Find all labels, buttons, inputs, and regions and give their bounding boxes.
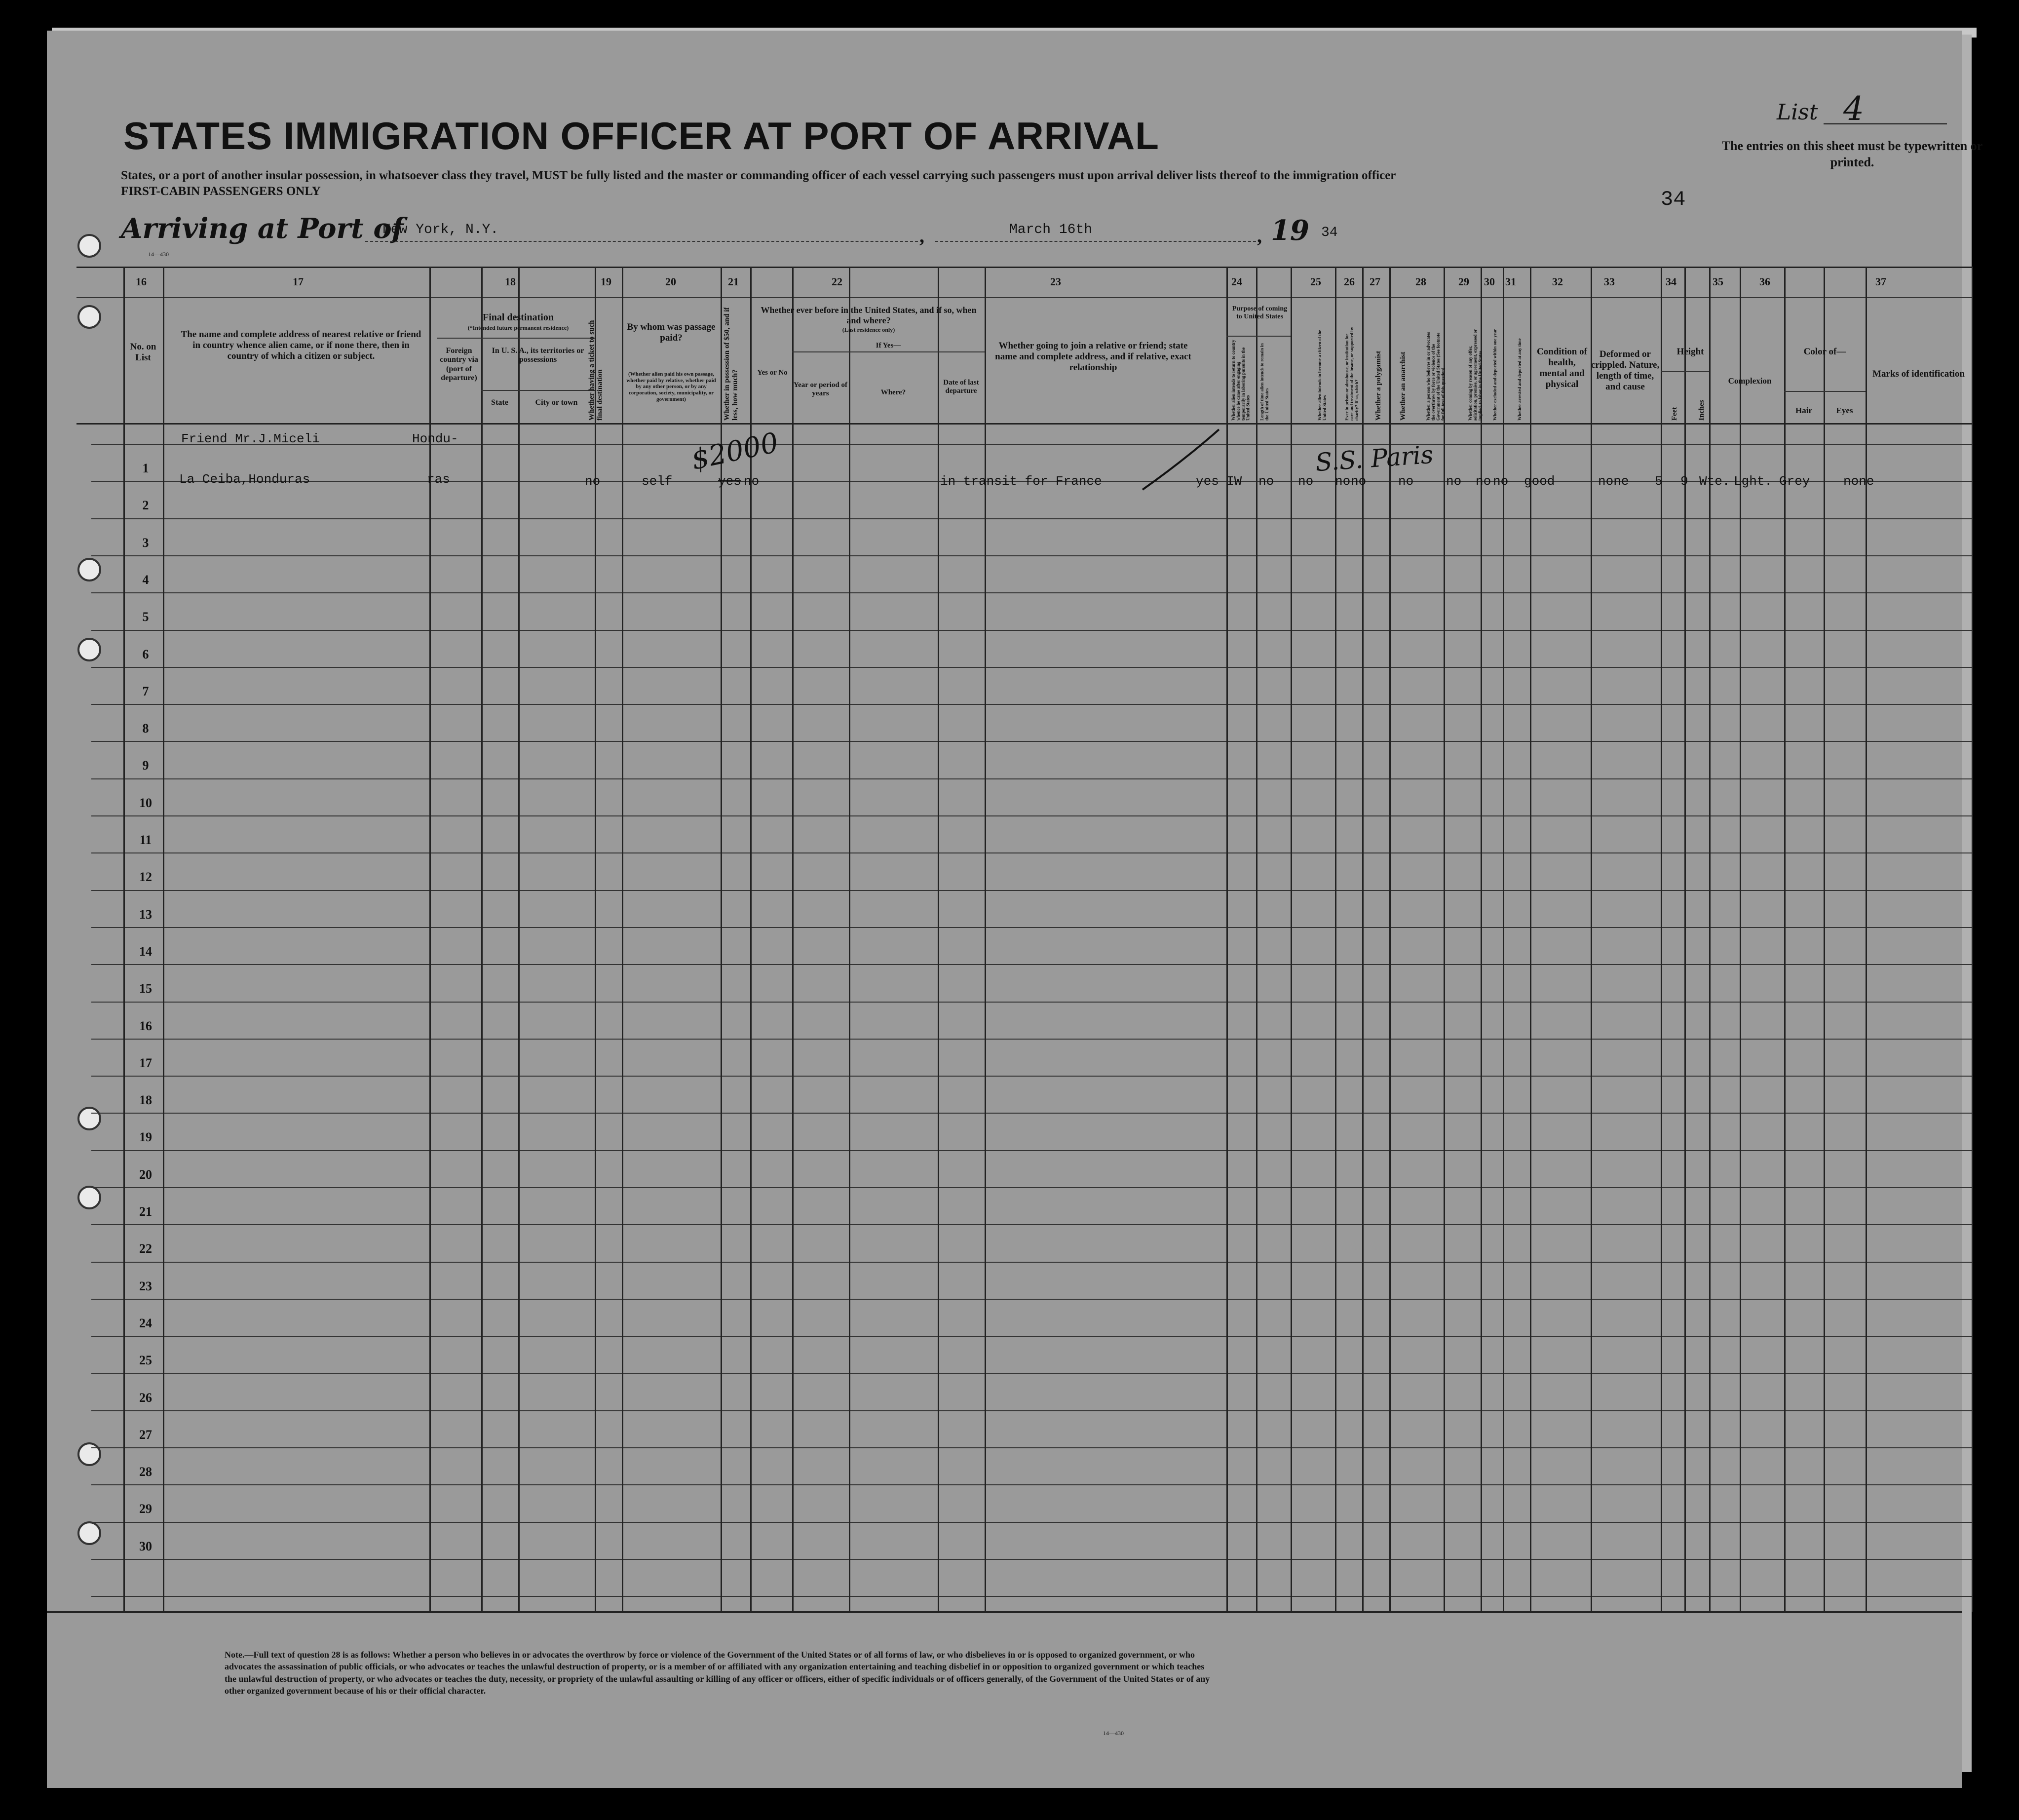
hair-value: Lght. — [1734, 474, 1773, 489]
row-number: 29 — [139, 1502, 152, 1516]
column-rule — [1256, 267, 1257, 1612]
form-code-bottom: 14—430 — [1103, 1730, 1124, 1737]
col-number-31: 31 — [1505, 275, 1516, 288]
port-value: New York, N.Y. — [382, 222, 499, 237]
col20-label: By whom was passage paid? — [627, 322, 716, 343]
row-rule — [91, 1262, 1972, 1263]
column-rule — [1740, 267, 1741, 1612]
subheader-rule — [1661, 371, 1709, 372]
row-number: 1 — [142, 461, 149, 475]
col-number-34: 34 — [1666, 275, 1676, 288]
row-number: 28 — [139, 1465, 152, 1479]
col29-label: Whether coming by reason of any offer, solicitation, promise, or agreement, expressed or implied, to labor in the United States — [1468, 329, 1483, 421]
row-number: 3 — [142, 535, 149, 550]
column-rule — [849, 267, 850, 1612]
row-number: 4 — [142, 572, 149, 587]
row-rule — [91, 1447, 1972, 1448]
col18-usa: In U. S. A., its territories or possessions — [492, 347, 584, 364]
row-number: 13 — [139, 907, 152, 922]
row-number: 21 — [139, 1204, 152, 1219]
row-rule — [91, 1373, 1972, 1374]
col34-label: Height — [1676, 347, 1704, 357]
height-inches-value: 9 — [1680, 474, 1688, 489]
arriving-label: Arriving at Port of — [121, 212, 404, 245]
country-line1: Hondu- — [412, 431, 458, 446]
row-rule — [91, 592, 1972, 593]
year-suffix: 34 — [1321, 225, 1338, 240]
subheader-rule — [792, 351, 985, 352]
column-rule — [1866, 267, 1867, 1612]
binding-hole — [77, 558, 101, 581]
col-number-24: 24 — [1231, 275, 1242, 288]
col37-label: Marks of identification — [1872, 369, 1965, 379]
row-number: 7 — [142, 684, 149, 698]
col-number-25: 25 — [1310, 275, 1321, 288]
paid-by-value: self — [642, 474, 673, 489]
col36-eyes: Eyes — [1836, 406, 1853, 415]
eyes-value: Grey — [1779, 474, 1810, 489]
subheader-rule — [1226, 336, 1291, 337]
comma: , — [919, 225, 924, 247]
page-number: 34 — [1661, 188, 1686, 211]
col22-ifyes: If Yes— — [876, 342, 901, 349]
row-number: 11 — [139, 833, 152, 847]
col26-label: Ever in prison or almshouse, or institution for care and treatment of the insane, or supported by charity? If so, which? — [1344, 327, 1359, 421]
comma: , — [1257, 225, 1262, 247]
column-rule — [1591, 267, 1592, 1612]
marks-value: none — [1843, 474, 1874, 489]
column-rule — [1684, 267, 1686, 1612]
row-rule — [91, 890, 1972, 891]
row-rule — [91, 964, 1972, 965]
column-rule — [1530, 267, 1531, 1612]
column-rule — [938, 267, 939, 1612]
relative-line1: Friend Mr.J.Miceli — [181, 431, 320, 446]
col-number-26: 26 — [1344, 275, 1355, 288]
class-line: FIRST-CABIN PASSENGERS ONLY — [121, 185, 321, 198]
column-rule — [1503, 267, 1504, 1612]
money-handwritten: $2000 — [688, 426, 781, 476]
row-rule — [91, 1002, 1972, 1003]
row-rule — [91, 630, 1972, 631]
col-number-33: 33 — [1604, 275, 1615, 288]
row-number: 16 — [139, 1018, 152, 1033]
subheader-rule — [437, 338, 595, 339]
purpose-return-value: yes — [1196, 474, 1219, 489]
row-rule — [91, 1559, 1972, 1560]
table-bottom-rule — [47, 1611, 1962, 1613]
column-rule — [1661, 267, 1662, 1612]
binding-hole — [77, 638, 101, 661]
typewritten-notice: The entries on this sheet must be typewritten or printed. — [1721, 139, 1983, 169]
row-number: 24 — [139, 1316, 152, 1330]
row-rule — [91, 1484, 1972, 1485]
col24b-label: Length of time alien intends to remain in the United States — [1259, 343, 1269, 421]
binding-hole — [77, 234, 101, 258]
col21-label: Whether in possession of $50, and if less, how much? — [723, 307, 739, 421]
form-code-top: 14—430 — [148, 251, 169, 258]
col24-label: Purpose of coming to United States — [1232, 305, 1288, 321]
labor-offer-value: no — [1446, 474, 1462, 489]
row-rule — [91, 778, 1972, 779]
col22-note: (Last residence only) — [842, 326, 895, 333]
col19-label: Whether having a ticket to such final destination — [588, 320, 604, 421]
complexion-value: Wte. — [1699, 474, 1730, 489]
col33-label: Deformed or crippled. Nature, length of time, and cause — [1591, 349, 1660, 392]
col-number-32: 32 — [1552, 275, 1563, 288]
column-rule — [1481, 267, 1482, 1612]
col31-label: Whether arrested and deported at any time — [1517, 338, 1522, 421]
date-value: March 16th — [1009, 222, 1093, 237]
handwritten-ship: S.S. Paris — [1314, 440, 1435, 477]
binding-hole — [77, 1442, 101, 1466]
row-rule — [91, 741, 1972, 742]
column-rule — [1444, 267, 1445, 1612]
column-rule — [1291, 267, 1292, 1612]
column-rule — [750, 267, 752, 1612]
subheader-rule — [481, 390, 595, 391]
col30-label: Whether excluded and deported within one year — [1492, 329, 1497, 421]
col-number-23: 23 — [1050, 275, 1061, 288]
col32-label: Condition of health, mental and physical — [1537, 347, 1587, 389]
row-rule — [91, 852, 1972, 853]
ever-before-value: no — [744, 474, 760, 489]
column-rule — [518, 267, 520, 1612]
row-number: 27 — [139, 1427, 152, 1442]
anarchist-value: no — [1398, 474, 1414, 489]
col-number-30: 30 — [1484, 275, 1495, 288]
row-number: 8 — [142, 721, 149, 736]
row-number: 22 — [139, 1241, 152, 1256]
row-number: 9 — [142, 758, 149, 773]
col-number-20: 20 — [665, 275, 676, 288]
col-number-37: 37 — [1875, 275, 1886, 288]
column-rule — [1972, 267, 1973, 1612]
excluded-value: no — [1476, 474, 1491, 489]
col-number-27: 27 — [1370, 275, 1380, 288]
col-number-19: 19 — [601, 275, 611, 288]
form-title: STATES IMMIGRATION OFFICER AT PORT OF ARRIVAL — [123, 114, 1159, 157]
row-number: 25 — [139, 1353, 152, 1368]
row-number: 30 — [139, 1539, 152, 1553]
country-line2: ras — [427, 472, 450, 487]
row-number: 15 — [139, 981, 152, 996]
row-rule — [91, 1522, 1972, 1523]
row-rule — [91, 927, 1972, 928]
row-number: 19 — [139, 1130, 152, 1145]
row-rule — [91, 1113, 1972, 1114]
row-number: 26 — [139, 1390, 152, 1405]
col16-label: No. on List — [130, 342, 156, 363]
row-number: 14 — [139, 944, 152, 959]
col18-foreign: Foreign country via (port of departure) — [440, 347, 478, 383]
column-rule — [622, 267, 623, 1612]
row-rule — [91, 704, 1972, 705]
column-rule — [1226, 267, 1228, 1612]
column-rule — [1709, 267, 1711, 1612]
row-rule — [91, 1596, 1972, 1597]
col18-note: (*Intended future permanent residence) — [467, 324, 569, 331]
row-rule — [91, 555, 1972, 556]
row-rule — [91, 815, 1972, 816]
col28-label: Whether an anarchist — [1399, 351, 1407, 421]
col-number-18: 18 — [505, 275, 516, 288]
column-rule — [792, 267, 794, 1612]
row-rule — [91, 1299, 1972, 1300]
form-subtitle: States, or a port of another insular possession, in whatsoever class they travel, MUST be fully listed and the master or commanding officer of each vessel carrying such passengers must upon arrival deliver lists thereof to the immigration officer — [121, 169, 1396, 182]
citizen-value: no — [1258, 474, 1274, 489]
list-number: 4 — [1843, 90, 1864, 128]
manifest-sheet — [47, 31, 1983, 1788]
row-rule — [91, 1039, 1972, 1040]
list-underline — [1824, 123, 1947, 124]
header-bottom-rule — [76, 423, 1972, 425]
col22-year: Year or period of years — [793, 381, 847, 398]
col20-note: (Whether alien paid his own passage, whether paid by relative, whether paid by any other person, or by any corporation, society, municipality, or government) — [626, 371, 716, 402]
col34-inches: Inches — [1698, 400, 1706, 421]
row-number: 2 — [142, 498, 149, 513]
row-number: 20 — [139, 1167, 152, 1182]
table-top-rule — [76, 267, 1972, 268]
joining-value: in transit for France — [940, 474, 1102, 489]
row-rule — [91, 1150, 1972, 1151]
binding-hole — [77, 305, 101, 329]
binding-hole — [77, 1107, 101, 1130]
col-number-21: 21 — [728, 275, 739, 288]
row-rule — [91, 1187, 1972, 1188]
numbers-rule — [76, 297, 1972, 298]
list-label: List — [1777, 100, 1818, 125]
col18-city: City or town — [535, 398, 578, 407]
row-rule — [91, 518, 1972, 519]
col25-label: Whether alien intends to become a citizen of the United States — [1317, 330, 1327, 421]
col22-label: Whether ever before in the United States, and if so, when and where? — [761, 305, 977, 325]
col18-label: Final destination — [483, 312, 554, 323]
row-number: 5 — [142, 610, 149, 624]
row-number: 17 — [139, 1055, 152, 1070]
column-rule — [1824, 267, 1825, 1612]
row-rule — [91, 1076, 1972, 1077]
col-number-35: 35 — [1713, 275, 1723, 288]
ticket-value: no — [585, 474, 601, 489]
col-number-22: 22 — [832, 275, 842, 288]
prison-value: no — [1298, 474, 1314, 489]
row-rule — [91, 1336, 1972, 1337]
row-number: 10 — [139, 795, 152, 810]
col27-label: Whether a polygamist — [1374, 350, 1382, 421]
port-underline — [365, 241, 918, 243]
column-rule — [429, 267, 431, 1612]
column-rule — [481, 267, 483, 1612]
year-prefix: 19 — [1271, 214, 1309, 247]
col-number-36: 36 — [1759, 275, 1770, 288]
date-underline — [935, 241, 1256, 243]
col17-label: The name and complete address of nearest relative or friend in country whence alien came, or if none there, then in country of which a citizen or subject. — [181, 329, 421, 361]
polygamist-value: no — [1335, 474, 1351, 489]
col-number-16: 16 — [136, 275, 147, 288]
col36-hair: Hair — [1795, 406, 1812, 415]
column-rule — [1784, 267, 1786, 1612]
binding-hole — [77, 1521, 101, 1545]
row-number: 18 — [139, 1093, 152, 1108]
col34-feet: Feet — [1671, 407, 1678, 421]
col28b-label: Whether a person who believes in or advocates the overthrow by force or violence of the Government of the United States (See footnote for full text of this question) — [1426, 332, 1446, 421]
row-number: 23 — [139, 1278, 152, 1293]
col22-yesno: Yes or No — [757, 369, 788, 377]
health-value: good — [1524, 474, 1555, 489]
height-feet-value: 5 — [1655, 474, 1663, 489]
col35-label: Complexion — [1728, 376, 1772, 386]
deported-value: no — [1493, 474, 1509, 489]
row-rule — [91, 1410, 1972, 1411]
money-typed-value: yes — [718, 474, 741, 489]
subheader-rule — [1784, 391, 1866, 392]
col22-where: Where? — [880, 388, 906, 396]
col-number-17: 17 — [293, 275, 304, 288]
col-number-29: 29 — [1458, 275, 1469, 288]
col22-date: Date of last departure — [943, 379, 979, 395]
col23-label: Whether going to join a relative or friend; state name and complete address, and if relative, exact relationship — [995, 341, 1191, 373]
col24a-label: Whether alien intends to return to country whence he came after engaging temporarily in laboring pursuits in the United States — [1231, 340, 1251, 421]
col18-state: State — [491, 398, 508, 407]
row-number: 12 — [139, 870, 152, 885]
binding-hole — [77, 1186, 101, 1209]
row-rule — [91, 444, 1972, 445]
row-number: 6 — [142, 647, 149, 661]
row-rule — [91, 1224, 1972, 1225]
column-rule — [595, 267, 596, 1612]
purpose-length-value: IW — [1226, 474, 1242, 489]
col36-label: Color of— — [1803, 347, 1846, 357]
polygamist-b-value: no — [1351, 474, 1367, 489]
col-number-28: 28 — [1415, 275, 1426, 288]
deformed-value: none — [1598, 474, 1629, 489]
row-rule — [91, 667, 1972, 668]
column-rule — [985, 267, 986, 1612]
footnote: Note.—Full text of question 28 is as follows: Whether a person who believes in or advocates the overthrow by force or violence of the Government of the United States or of all forms of law, or who disbelieves in or is opposed to organized government, or who advocates the assassination of public officials, or who advocates or teaches the unlawful destruction of property, or is a member of or affiliated with any organization entertaining and teaching disbelief in or opposition to organized government or which teaches the unlawful destruction of property, or who advocates or teaches the duty, necessity, or propriety of the unlawful assaulting or killing of any officer or officers, either of specific individuals or of officers generally, of the Government of the United States or of any other organized government because of his or their official character. — [225, 1650, 1210, 1696]
relative-line2: La Ceiba,Honduras — [179, 472, 310, 487]
